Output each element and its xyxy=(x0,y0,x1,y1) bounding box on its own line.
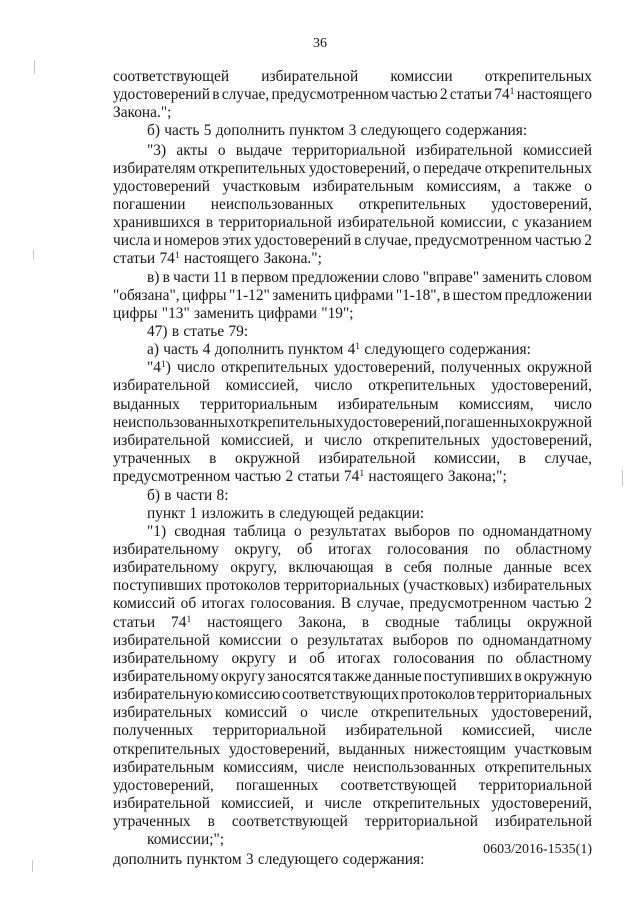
text-line: утраченных в окружной избирательной комиссии, в случае, xyxy=(113,450,592,467)
text-line: хранившихся в территориальной избирательной комиссии, с указанием xyxy=(113,214,592,231)
text-line: избирательным комиссиям, числе неиспользованных открепительных xyxy=(113,759,592,776)
text-line: соответствующей избирательной комиссии открепительных xyxy=(113,68,592,85)
text-line: "обязана", цифры "1-12" заменить цифрами "1-18", в шестом предложении xyxy=(113,287,592,304)
text-line: полученных территориальной избирательной комиссией, числе xyxy=(113,722,592,739)
text-line: избирательному округу и об итогах голосования по областному xyxy=(113,650,592,667)
text-line: предусмотренном частью 2 статьи $74^1$ настоящего Закона;"; xyxy=(113,467,507,485)
text-line: избирательной комиссии о результатах выборов по одномандатному xyxy=(113,632,592,649)
text-line: цифры "13" заменить цифрами "19"; xyxy=(113,305,354,322)
text-line: избирательную комиссию соответствующих протоколов территориальных xyxy=(113,686,592,703)
text-line: б) в части 8: xyxy=(147,487,229,504)
text-line: поступивших протоколов территориальных (участковых) избирательных xyxy=(113,577,592,594)
text-line: "3) акты о выдаче территориальной избирательной комиссией xyxy=(147,142,592,159)
text-line: 47) в статье 79: xyxy=(147,323,249,340)
text-line: избирателям открепительных удостоверений, о передаче открепительных xyxy=(113,160,592,177)
text-line: пункт 1 изложить в следующей редакции: xyxy=(147,505,425,522)
text-line: а) часть 4 дополнить пунктом $4^1$ следующего содержания: xyxy=(147,340,531,358)
text-line: избирательной комиссией, и числе открепительных удостоверений, xyxy=(113,795,592,812)
text-line: избирательному округу, включающая в себя полные данные всех xyxy=(113,559,592,576)
text-line: избирательной комиссией, и число открепительных удостоверений, xyxy=(113,432,592,449)
text-line: удостоверений, погашенных соответствующей территориальной xyxy=(113,777,592,794)
text-line: избирательному округу заносятся также данные поступивших в окружную xyxy=(113,668,592,685)
text-line: удостоверений участковым избирательным комиссиям, а также о xyxy=(113,178,592,195)
text-line: утраченных в соответствующей территориальной избирательной xyxy=(113,813,592,830)
text-line: избирательной комиссией, число открепительных удостоверений, xyxy=(113,377,592,394)
text-line: избирательных комиссий о числе открепительных удостоверений, xyxy=(113,704,592,721)
text-line: комиссий об итогах голосования. В случае, предусмотренном частью 2 xyxy=(113,595,592,612)
text-line: в) в части 11 в первом предложении слово "вправе" заменить словом xyxy=(147,269,592,286)
text-line: Закона."; xyxy=(113,104,172,121)
text-line: удостоверений в случае, предусмотренном частью 2 статьи $74^1$ настоящего xyxy=(113,85,592,103)
document-code: 0603/2016-1535(1) xyxy=(483,842,592,857)
text-line: выданных территориальным избирательным комиссиям, число xyxy=(113,396,592,413)
text-line: "$4^1$) число открепительных удостоверений, полученных окружной xyxy=(147,358,592,376)
text-line: "1) сводная таблица о результатах выборов по одномандатному xyxy=(147,523,592,540)
text-line: статьи $74^1$ настоящего Закона, в сводные таблицы окружной xyxy=(113,613,592,631)
text-line: погашении неиспользованных открепительных удостоверений, xyxy=(113,196,592,213)
text-line: числа и номеров этих удостоверений в случае, предусмотренном частью 2 xyxy=(113,232,592,249)
text-line: комиссии;"; xyxy=(147,831,225,848)
text-line: статьи $74^1$ настоящего Закона."; xyxy=(113,249,322,267)
text-line: б) часть 5 дополнить пунктом 3 следующего содержания: xyxy=(147,122,528,139)
text-line: избирательному округу, об итогах голосования по областному xyxy=(113,541,592,558)
text-line: дополнить пунктом 3 следующего содержания: xyxy=(113,850,425,868)
page-number: 36 xyxy=(313,36,327,51)
text-line: неиспользованных открепительных удостоверений, погашенных окружной xyxy=(113,414,592,431)
text-line: открепительных удостоверений, выданных нижестоящим участковым xyxy=(113,741,592,758)
